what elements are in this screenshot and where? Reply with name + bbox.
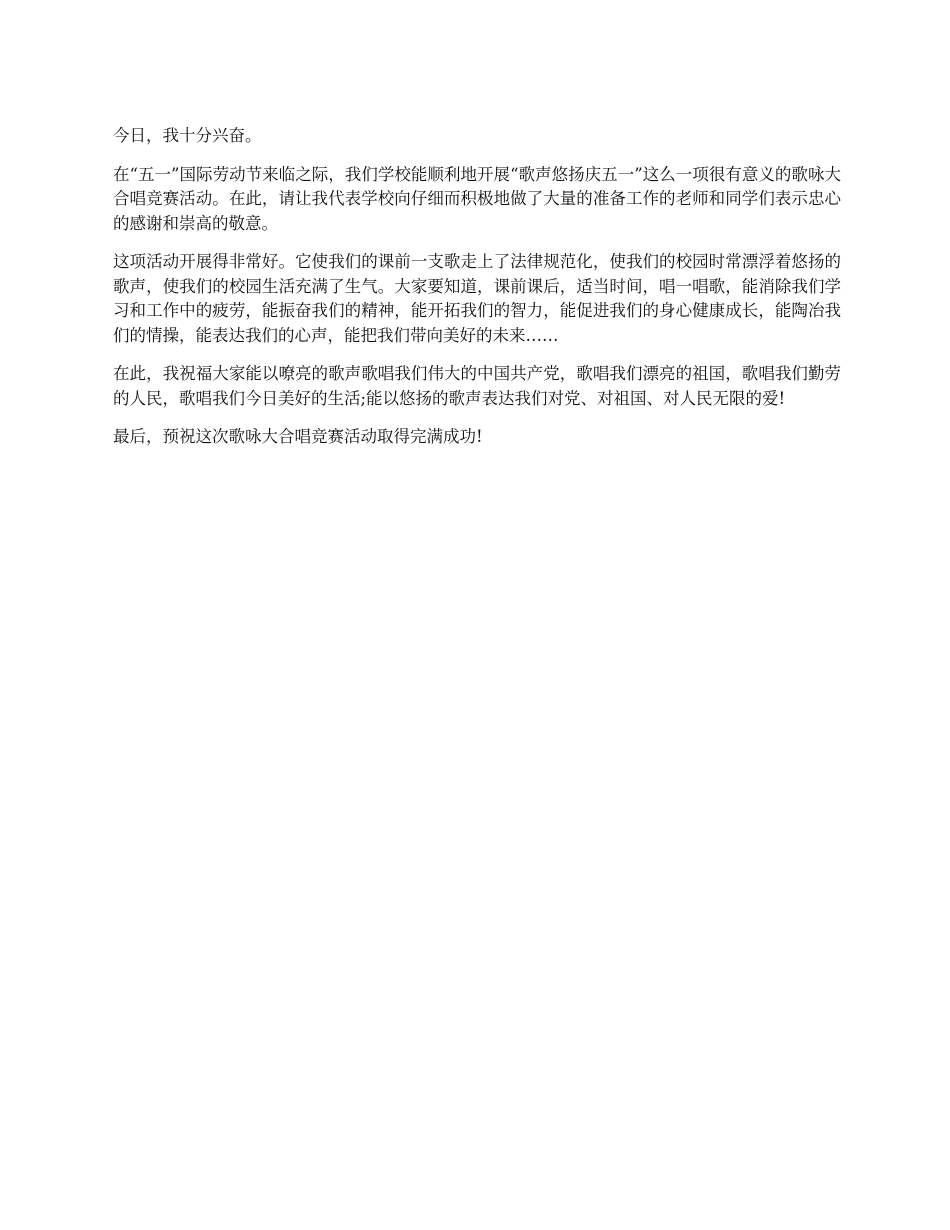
paragraph-opening: 今日，我十分兴奋。 xyxy=(113,126,262,145)
document-body xyxy=(113,124,841,464)
paragraph-introduction: 在“五一”国际劳动节来临之际，我们学校能顺利地开展“歌声悠扬庆五一”这么一项很有意义的歌咏大合唱竞赛活动。在此，请让我代表学校向仔细而积极地做了大量的准备工作的老师和同学们表示忠心的感谢和崇高的敬意。 xyxy=(113,164,841,233)
paragraph-wishes: 在此，我祝福大家能以嘹亮的歌声歌唱我们伟大的中国共产党，歌唱我们漂亮的祖国，歌唱我们勤劳的人民，歌唱我们今日美好的生活;能以悠扬的歌声表达我们对党、对祖国、对人民无限的爱! xyxy=(113,364,841,408)
paragraph-closing: 最后，预祝这次歌咏大合唱竞赛活动取得完满成功! xyxy=(113,427,483,446)
paragraph-activity-benefits: 这项活动开展得非常好。它使我们的课前一支歌走上了法律规范化，使我们的校园时常漂浮着悠扬的歌声，使我们的校园生活充满了生气。大家要知道，课前课后，适当时间，唱一唱歌，能消除我们学习和工作中的疲劳，能振奋我们的精神，能开拓我们的智力，能促进我们的身心健康成长，能陶冶我们的情操，能表达我们的心声，能把我们带向美好的未来…… xyxy=(113,252,841,345)
